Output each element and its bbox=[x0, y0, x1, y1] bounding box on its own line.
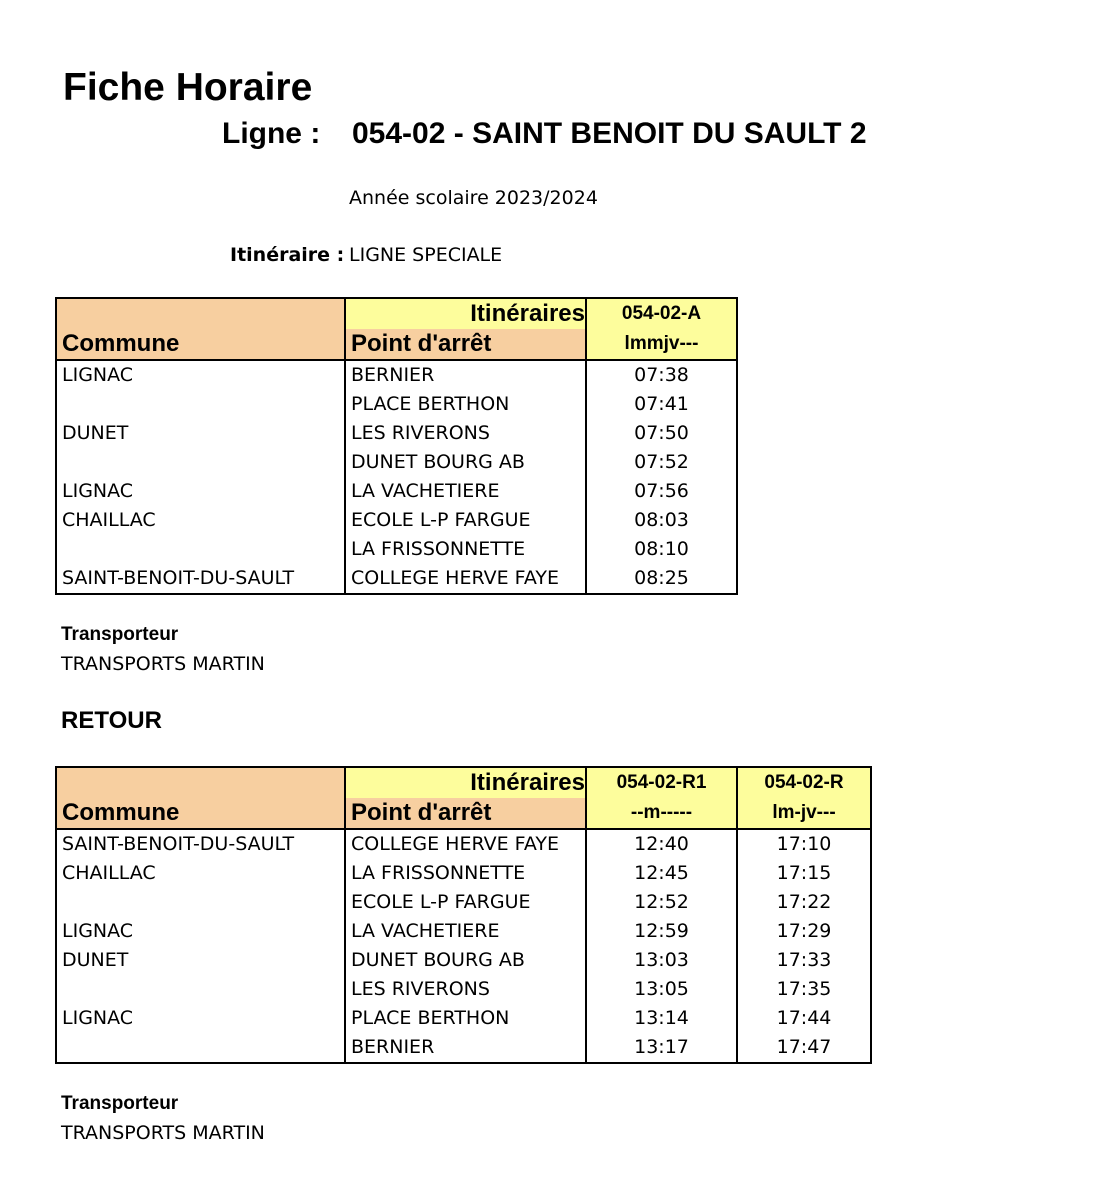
stop-cell: COLLEGE HERVE FAYE bbox=[345, 829, 586, 859]
time-cell: 07:38 bbox=[586, 360, 737, 390]
commune-cell: DUNET bbox=[56, 946, 345, 975]
time-cell: 17:15 bbox=[737, 859, 871, 888]
table-row bbox=[56, 917, 871, 946]
table-row bbox=[56, 390, 737, 419]
time-cell: 17:10 bbox=[737, 829, 871, 859]
retour-timetable bbox=[55, 766, 872, 1064]
table-row bbox=[56, 506, 737, 535]
commune-cell bbox=[56, 390, 345, 419]
ligne-value: 054-02 - SAINT BENOIT DU SAULT 2 bbox=[352, 117, 867, 150]
stop-cell: LES RIVERONS bbox=[345, 975, 586, 1004]
commune-cell: LIGNAC bbox=[56, 477, 345, 506]
time-cell: 08:10 bbox=[586, 535, 737, 564]
time-cell: 07:52 bbox=[586, 448, 737, 477]
col-commune: Commune bbox=[56, 329, 345, 360]
table-row bbox=[56, 1004, 871, 1033]
col-itineraires: Itinéraires bbox=[345, 298, 586, 329]
time-cell: 17:47 bbox=[737, 1033, 871, 1063]
commune-cell bbox=[56, 975, 345, 1004]
table-row bbox=[56, 360, 737, 390]
course-jours: lm-jv--- bbox=[737, 798, 871, 829]
table-row bbox=[56, 888, 871, 917]
time-cell: 12:40 bbox=[586, 829, 737, 859]
stop-cell: LES RIVERONS bbox=[345, 419, 586, 448]
table-row bbox=[56, 564, 737, 594]
col-point-arret: Point d'arrêt bbox=[345, 329, 586, 360]
table-row bbox=[56, 477, 737, 506]
stop-cell: LA FRISSONNETTE bbox=[345, 859, 586, 888]
school-year: Année scolaire 2023/2024 bbox=[349, 187, 598, 209]
commune-cell: LIGNAC bbox=[56, 360, 345, 390]
time-cell: 08:25 bbox=[586, 564, 737, 594]
table-row bbox=[56, 946, 871, 975]
table-row bbox=[56, 419, 737, 448]
col-commune: Commune bbox=[56, 798, 345, 829]
stop-cell: LA FRISSONNETTE bbox=[345, 535, 586, 564]
stop-cell: DUNET BOURG AB bbox=[345, 448, 586, 477]
table-row bbox=[56, 829, 871, 859]
commune-cell bbox=[56, 1033, 345, 1063]
col-point-arret: Point d'arrêt bbox=[345, 798, 586, 829]
col-itineraires: Itinéraires bbox=[345, 767, 586, 798]
commune-cell: SAINT-BENOIT-DU-SAULT bbox=[56, 564, 345, 594]
transporteur-label: Transporteur bbox=[61, 1093, 179, 1114]
time-cell: 17:35 bbox=[737, 975, 871, 1004]
transporteur-value: TRANSPORTS MARTIN bbox=[61, 1122, 265, 1144]
commune-cell: CHAILLAC bbox=[56, 859, 345, 888]
itineraire-value: LIGNE SPECIALE bbox=[349, 244, 503, 266]
course-jours: lmmjv--- bbox=[586, 329, 737, 360]
time-cell: 17:33 bbox=[737, 946, 871, 975]
time-cell: 13:03 bbox=[586, 946, 737, 975]
time-cell: 08:03 bbox=[586, 506, 737, 535]
retour-heading: RETOUR bbox=[61, 707, 162, 734]
header-cell-empty bbox=[56, 298, 345, 329]
commune-cell: LIGNAC bbox=[56, 1004, 345, 1033]
stop-cell: LA VACHETIERE bbox=[345, 477, 586, 506]
time-cell: 07:41 bbox=[586, 390, 737, 419]
table-row bbox=[56, 535, 737, 564]
time-cell: 12:45 bbox=[586, 859, 737, 888]
stop-cell: BERNIER bbox=[345, 360, 586, 390]
commune-cell bbox=[56, 448, 345, 477]
course-code: 054-02-R1 bbox=[586, 767, 737, 798]
time-cell: 17:44 bbox=[737, 1004, 871, 1033]
time-cell: 17:22 bbox=[737, 888, 871, 917]
aller-timetable bbox=[55, 297, 738, 595]
transporteur-value: TRANSPORTS MARTIN bbox=[61, 653, 265, 675]
transporteur-label: Transporteur bbox=[61, 624, 179, 645]
itineraire-label: Itinéraire : bbox=[230, 244, 345, 266]
time-cell: 07:50 bbox=[586, 419, 737, 448]
stop-cell: LA VACHETIERE bbox=[345, 917, 586, 946]
course-jours: --m----- bbox=[586, 798, 737, 829]
ligne-label: Ligne : bbox=[222, 117, 321, 150]
stop-cell: BERNIER bbox=[345, 1033, 586, 1063]
table-row bbox=[56, 975, 871, 1004]
table-row bbox=[56, 1033, 871, 1063]
table-row bbox=[56, 448, 737, 477]
time-cell: 13:17 bbox=[586, 1033, 737, 1063]
commune-cell: DUNET bbox=[56, 419, 345, 448]
time-cell: 13:05 bbox=[586, 975, 737, 1004]
commune-cell bbox=[56, 888, 345, 917]
stop-cell: COLLEGE HERVE FAYE bbox=[345, 564, 586, 594]
stop-cell: PLACE BERTHON bbox=[345, 390, 586, 419]
header-cell-empty bbox=[56, 767, 345, 798]
stop-cell: DUNET BOURG AB bbox=[345, 946, 586, 975]
commune-cell: LIGNAC bbox=[56, 917, 345, 946]
stop-cell: ECOLE L-P FARGUE bbox=[345, 888, 586, 917]
table-row bbox=[56, 859, 871, 888]
time-cell: 12:59 bbox=[586, 917, 737, 946]
commune-cell bbox=[56, 535, 345, 564]
course-code: 054-02-R bbox=[737, 767, 871, 798]
course-code: 054-02-A bbox=[586, 298, 737, 329]
time-cell: 12:52 bbox=[586, 888, 737, 917]
commune-cell: SAINT-BENOIT-DU-SAULT bbox=[56, 829, 345, 859]
stop-cell: ECOLE L-P FARGUE bbox=[345, 506, 586, 535]
time-cell: 17:29 bbox=[737, 917, 871, 946]
time-cell: 07:56 bbox=[586, 477, 737, 506]
page-title: Fiche Horaire bbox=[63, 66, 313, 109]
stop-cell: PLACE BERTHON bbox=[345, 1004, 586, 1033]
time-cell: 13:14 bbox=[586, 1004, 737, 1033]
commune-cell: CHAILLAC bbox=[56, 506, 345, 535]
